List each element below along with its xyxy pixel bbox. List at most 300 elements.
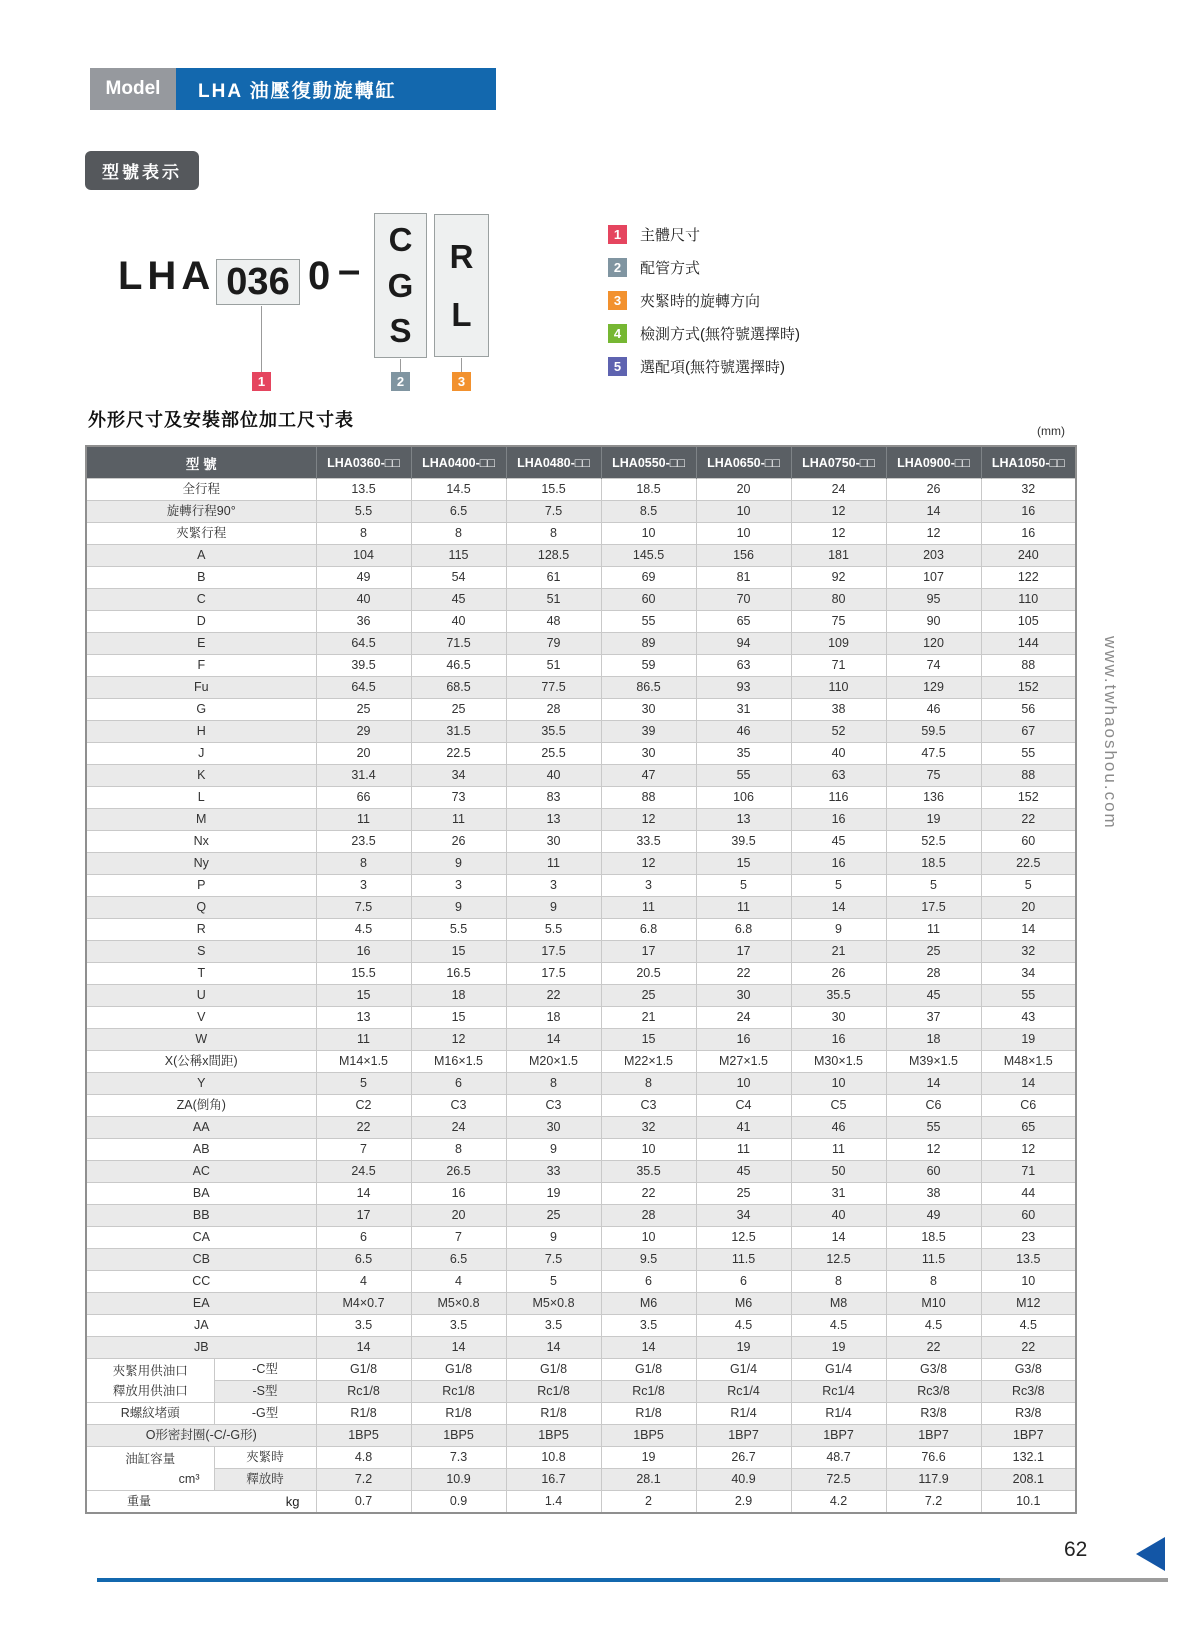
- row-label: D: [86, 611, 316, 633]
- value-cell: 19: [791, 1337, 886, 1359]
- value-cell: 41: [696, 1117, 791, 1139]
- table-header-row: [86, 446, 1076, 479]
- value-cell: 94: [696, 633, 791, 655]
- row-label: 全行程: [86, 479, 316, 501]
- row-group-label-line: 夾緊用供油口: [112, 1363, 188, 1378]
- row-label: BB: [86, 1205, 316, 1227]
- value-cell: 132.1: [981, 1447, 1076, 1469]
- value-cell: 25: [506, 1205, 601, 1227]
- value-cell: 67: [981, 721, 1076, 743]
- value-cell: Rc1/8: [411, 1381, 506, 1403]
- value-cell: 18.5: [886, 1227, 981, 1249]
- rotation-option-letter: R: [449, 237, 474, 275]
- value-cell: 73: [411, 787, 506, 809]
- legend-item-label: 檢測方式(無符號選擇時): [640, 325, 800, 343]
- value-cell: 1BP5: [601, 1425, 696, 1447]
- value-cell: 38: [791, 699, 886, 721]
- value-cell: 69: [601, 567, 696, 589]
- value-cell: C4: [696, 1095, 791, 1117]
- row-label: BA: [86, 1183, 316, 1205]
- value-cell: 11: [316, 1029, 411, 1051]
- value-cell: 15.5: [506, 479, 601, 501]
- value-cell: R1/4: [791, 1403, 886, 1425]
- value-cell: 7: [411, 1227, 506, 1249]
- value-cell: 109: [791, 633, 886, 655]
- value-cell: G3/8: [981, 1359, 1076, 1381]
- table-header-column: LHA1050-□□: [981, 446, 1076, 479]
- value-cell: 14: [981, 1073, 1076, 1095]
- value-cell: 110: [981, 589, 1076, 611]
- value-cell: 7: [316, 1139, 411, 1161]
- table-row: [86, 875, 1076, 897]
- value-cell: 14: [316, 1337, 411, 1359]
- value-cell: 14.5: [411, 479, 506, 501]
- value-cell: 46: [696, 721, 791, 743]
- value-cell: 181: [791, 545, 886, 567]
- row-label: O形密封圈(-C/-G形): [86, 1425, 316, 1447]
- value-cell: R1/8: [411, 1403, 506, 1425]
- value-cell: 50: [791, 1161, 886, 1183]
- value-cell: 11: [411, 809, 506, 831]
- row-label: T: [86, 963, 316, 985]
- value-cell: 7.5: [506, 1249, 601, 1271]
- table-header-column: LHA0650-□□: [696, 446, 791, 479]
- value-cell: 15: [696, 853, 791, 875]
- value-cell: 10.1: [981, 1491, 1076, 1514]
- value-cell: 136: [886, 787, 981, 809]
- value-cell: 46: [886, 699, 981, 721]
- value-cell: 2: [601, 1491, 696, 1514]
- value-cell: 59: [601, 655, 696, 677]
- table-row: [86, 1337, 1076, 1359]
- value-cell: 13: [316, 1007, 411, 1029]
- table-row: [86, 567, 1076, 589]
- value-cell: 90: [886, 611, 981, 633]
- value-cell: 10: [696, 1073, 791, 1095]
- row-label: S: [86, 941, 316, 963]
- value-cell: 88: [601, 787, 696, 809]
- legend-item: [608, 257, 800, 277]
- value-cell: 11: [696, 897, 791, 919]
- value-cell: R1/4: [696, 1403, 791, 1425]
- value-cell: 47: [601, 765, 696, 787]
- row-sublabel: 釋放時: [214, 1469, 316, 1491]
- value-cell: 104: [316, 545, 411, 567]
- value-cell: 4.5: [886, 1315, 981, 1337]
- table-header-model-label: 型 號: [86, 446, 316, 479]
- table-row: [86, 655, 1076, 677]
- value-cell: 11: [696, 1139, 791, 1161]
- value-cell: 15: [316, 985, 411, 1007]
- value-cell: 81: [696, 567, 791, 589]
- value-cell: 11: [316, 809, 411, 831]
- value-cell: 11.5: [696, 1249, 791, 1271]
- row-sublabel: 夾緊時: [214, 1447, 316, 1469]
- legend-number-badge: 5: [608, 357, 627, 376]
- value-cell: 5.5: [316, 501, 411, 523]
- value-cell: 46.5: [411, 655, 506, 677]
- value-cell: 12: [886, 523, 981, 545]
- value-cell: M30×1.5: [791, 1051, 886, 1073]
- table-row: [86, 1007, 1076, 1029]
- value-cell: 8: [886, 1271, 981, 1293]
- value-cell: 19: [506, 1183, 601, 1205]
- section-label-model-designation: 型號表示: [85, 151, 199, 190]
- value-cell: 88: [981, 655, 1076, 677]
- row-label: V: [86, 1007, 316, 1029]
- value-cell: 95: [886, 589, 981, 611]
- value-cell: Rc1/4: [696, 1381, 791, 1403]
- value-cell: 10: [696, 501, 791, 523]
- table-row: [86, 1447, 1076, 1469]
- value-cell: 145.5: [601, 545, 696, 567]
- legend-item: [608, 224, 800, 244]
- value-cell: M14×1.5: [316, 1051, 411, 1073]
- row-label: 旋轉行程90°: [86, 501, 316, 523]
- table-row: [86, 831, 1076, 853]
- value-cell: 16: [316, 941, 411, 963]
- value-cell: 34: [981, 963, 1076, 985]
- value-cell: 6.5: [411, 501, 506, 523]
- table-row: [86, 941, 1076, 963]
- value-cell: 16: [791, 1029, 886, 1051]
- row-label: J: [86, 743, 316, 765]
- value-cell: 40: [791, 1205, 886, 1227]
- table-header-column: LHA0750-□□: [791, 446, 886, 479]
- value-cell: 31: [696, 699, 791, 721]
- table-row: [86, 1051, 1076, 1073]
- model-code-trailing-digit: 0: [308, 254, 331, 298]
- value-cell: 63: [791, 765, 886, 787]
- callout-badge-3: 3: [452, 372, 471, 391]
- table-row: [86, 919, 1076, 941]
- value-cell: 32: [981, 479, 1076, 501]
- value-cell: 70: [696, 589, 791, 611]
- value-cell: 29: [316, 721, 411, 743]
- value-cell: R3/8: [981, 1403, 1076, 1425]
- value-cell: 1BP7: [696, 1425, 791, 1447]
- value-cell: 63: [696, 655, 791, 677]
- value-cell: 23: [981, 1227, 1076, 1249]
- row-label: JB: [86, 1337, 316, 1359]
- table-header-column: LHA0480-□□: [506, 446, 601, 479]
- table-row: [86, 633, 1076, 655]
- value-cell: M39×1.5: [886, 1051, 981, 1073]
- value-cell: 40: [506, 765, 601, 787]
- value-cell: 13.5: [981, 1249, 1076, 1271]
- value-cell: M4×0.7: [316, 1293, 411, 1315]
- row-label: B: [86, 567, 316, 589]
- row-group-label-line: 油缸容量: [125, 1451, 176, 1466]
- value-cell: 5: [316, 1073, 411, 1095]
- value-cell: G1/8: [506, 1359, 601, 1381]
- table-header-column: LHA0360-□□: [316, 446, 411, 479]
- value-cell: Rc3/8: [886, 1381, 981, 1403]
- row-group-unit: cm³: [178, 1471, 200, 1486]
- value-cell: 40: [316, 589, 411, 611]
- value-cell: 17: [696, 941, 791, 963]
- value-cell: 12: [601, 853, 696, 875]
- value-cell: 4.5: [791, 1315, 886, 1337]
- value-cell: 86.5: [601, 677, 696, 699]
- value-cell: 32: [601, 1117, 696, 1139]
- value-cell: 1BP7: [791, 1425, 886, 1447]
- value-cell: 7.2: [886, 1491, 981, 1514]
- value-cell: 11.5: [886, 1249, 981, 1271]
- value-cell: 83: [506, 787, 601, 809]
- value-cell: 18: [411, 985, 506, 1007]
- value-cell: 7.5: [506, 501, 601, 523]
- table-title: 外形尺寸及安裝部位加工尺寸表: [88, 410, 354, 430]
- value-cell: 38: [886, 1183, 981, 1205]
- value-cell: G1/8: [601, 1359, 696, 1381]
- value-cell: 65: [696, 611, 791, 633]
- value-cell: 16: [696, 1029, 791, 1051]
- value-cell: 18.5: [601, 479, 696, 501]
- value-cell: 10: [601, 1139, 696, 1161]
- value-cell: 20: [316, 743, 411, 765]
- value-cell: 25.5: [506, 743, 601, 765]
- value-cell: C2: [316, 1095, 411, 1117]
- value-cell: 1BP5: [411, 1425, 506, 1447]
- value-cell: 10: [981, 1271, 1076, 1293]
- row-label: M: [86, 809, 316, 831]
- table-row: [86, 523, 1076, 545]
- model-code-rotation-options-box: [434, 214, 489, 357]
- table-row: [86, 501, 1076, 523]
- value-cell: 129: [886, 677, 981, 699]
- table-row: [86, 1293, 1076, 1315]
- value-cell: 28: [886, 963, 981, 985]
- value-cell: 72.5: [791, 1469, 886, 1491]
- value-cell: 11: [506, 853, 601, 875]
- value-cell: 20: [981, 897, 1076, 919]
- value-cell: 14: [791, 897, 886, 919]
- table-row: [86, 1491, 1076, 1514]
- value-cell: M6: [601, 1293, 696, 1315]
- value-cell: 59.5: [886, 721, 981, 743]
- value-cell: 122: [981, 567, 1076, 589]
- value-cell: M5×0.8: [411, 1293, 506, 1315]
- row-sublabel: -S型: [214, 1381, 316, 1403]
- value-cell: 34: [411, 765, 506, 787]
- value-cell: 6.5: [316, 1249, 411, 1271]
- value-cell: 8: [601, 1073, 696, 1095]
- value-cell: M22×1.5: [601, 1051, 696, 1073]
- value-cell: M12: [981, 1293, 1076, 1315]
- value-cell: 65: [981, 1117, 1076, 1139]
- callout-badge-2: 2: [391, 372, 410, 391]
- value-cell: 8: [506, 1073, 601, 1095]
- value-cell: M5×0.8: [506, 1293, 601, 1315]
- value-cell: 18.5: [886, 853, 981, 875]
- value-cell: 52: [791, 721, 886, 743]
- table-row: [86, 589, 1076, 611]
- value-cell: 8: [506, 523, 601, 545]
- value-cell: 16: [411, 1183, 506, 1205]
- value-cell: 30: [506, 831, 601, 853]
- page-nav-triangle-icon: [1136, 1537, 1165, 1571]
- row-group-label: [86, 1447, 214, 1491]
- value-cell: 11: [601, 897, 696, 919]
- legend-item: [608, 290, 800, 310]
- value-cell: 61: [506, 567, 601, 589]
- callout-badge-1: 1: [252, 372, 271, 391]
- callout-connector-line: [261, 306, 262, 372]
- value-cell: 1.4: [506, 1491, 601, 1514]
- value-cell: 4: [316, 1271, 411, 1293]
- value-cell: 22.5: [981, 853, 1076, 875]
- value-cell: 18: [506, 1007, 601, 1029]
- value-cell: 106: [696, 787, 791, 809]
- value-cell: 20: [411, 1205, 506, 1227]
- value-cell: 3: [411, 875, 506, 897]
- value-cell: 39.5: [696, 831, 791, 853]
- value-cell: 10.9: [411, 1469, 506, 1491]
- value-cell: 6.8: [696, 919, 791, 941]
- value-cell: 5.5: [506, 919, 601, 941]
- row-sublabel: -G型: [214, 1403, 316, 1425]
- row-unit-text: kg: [285, 1494, 300, 1509]
- value-cell: 15: [411, 1007, 506, 1029]
- row-label: JA: [86, 1315, 316, 1337]
- value-cell: 12: [791, 523, 886, 545]
- value-cell: 7.2: [316, 1469, 411, 1491]
- value-cell: 6: [316, 1227, 411, 1249]
- row-label: AA: [86, 1117, 316, 1139]
- value-cell: 12: [791, 501, 886, 523]
- value-cell: 6: [411, 1073, 506, 1095]
- value-cell: 31: [791, 1183, 886, 1205]
- row-label: CB: [86, 1249, 316, 1271]
- value-cell: 19: [981, 1029, 1076, 1051]
- value-cell: M48×1.5: [981, 1051, 1076, 1073]
- value-cell: M27×1.5: [696, 1051, 791, 1073]
- row-label: G: [86, 699, 316, 721]
- value-cell: 26: [791, 963, 886, 985]
- value-cell: 48: [506, 611, 601, 633]
- row-label: Q: [86, 897, 316, 919]
- value-cell: 152: [981, 787, 1076, 809]
- table-row: [86, 1139, 1076, 1161]
- row-label: Nx: [86, 831, 316, 853]
- row-label: K: [86, 765, 316, 787]
- value-cell: C3: [411, 1095, 506, 1117]
- value-cell: R1/8: [601, 1403, 696, 1425]
- value-cell: 51: [506, 589, 601, 611]
- value-cell: 43: [981, 1007, 1076, 1029]
- value-cell: 55: [601, 611, 696, 633]
- table-row: [86, 1029, 1076, 1051]
- value-cell: 2.9: [696, 1491, 791, 1514]
- table-row: [86, 985, 1076, 1007]
- value-cell: 12: [981, 1139, 1076, 1161]
- table-row: [86, 721, 1076, 743]
- value-cell: 14: [316, 1183, 411, 1205]
- value-cell: 4: [411, 1271, 506, 1293]
- value-cell: 75: [791, 611, 886, 633]
- value-cell: 10: [601, 1227, 696, 1249]
- value-cell: 20: [696, 479, 791, 501]
- value-cell: 21: [601, 1007, 696, 1029]
- value-cell: Rc1/8: [316, 1381, 411, 1403]
- value-cell: 71: [791, 655, 886, 677]
- row-label: C: [86, 589, 316, 611]
- value-cell: 9: [791, 919, 886, 941]
- value-cell: 28: [506, 699, 601, 721]
- legend-item-label: 選配項(無符號選擇時): [640, 358, 785, 376]
- value-cell: 60: [981, 831, 1076, 853]
- footer-rule-gray: [1000, 1578, 1168, 1582]
- value-cell: 22: [506, 985, 601, 1007]
- value-cell: 17.5: [506, 963, 601, 985]
- piping-option-letter: S: [389, 311, 412, 349]
- value-cell: 22: [981, 809, 1076, 831]
- value-cell: 25: [411, 699, 506, 721]
- value-cell: 60: [601, 589, 696, 611]
- table-row: [86, 787, 1076, 809]
- legend-number-badge: 1: [608, 225, 627, 244]
- value-cell: 5: [696, 875, 791, 897]
- value-cell: 19: [886, 809, 981, 831]
- value-cell: 3.5: [601, 1315, 696, 1337]
- value-cell: 76.6: [886, 1447, 981, 1469]
- value-cell: 9: [411, 853, 506, 875]
- value-cell: 74: [886, 655, 981, 677]
- dimension-table: [85, 445, 1077, 1514]
- value-cell: 31.5: [411, 721, 506, 743]
- website-watermark: www.twhaoshou.com: [1101, 636, 1120, 830]
- value-cell: 40: [411, 611, 506, 633]
- value-cell: 4.8: [316, 1447, 411, 1469]
- value-cell: 14: [981, 919, 1076, 941]
- table-row: [86, 743, 1076, 765]
- value-cell: 55: [886, 1117, 981, 1139]
- value-cell: 120: [886, 633, 981, 655]
- table-row: [86, 1249, 1076, 1271]
- value-cell: 17.5: [506, 941, 601, 963]
- value-cell: C3: [506, 1095, 601, 1117]
- value-cell: 80: [791, 589, 886, 611]
- value-cell: 35.5: [791, 985, 886, 1007]
- value-cell: 26.5: [411, 1161, 506, 1183]
- row-label: X(公稱x間距): [86, 1051, 316, 1073]
- value-cell: 20.5: [601, 963, 696, 985]
- legend-number-badge: 4: [608, 324, 627, 343]
- table-row: [86, 1073, 1076, 1095]
- value-cell: 35.5: [601, 1161, 696, 1183]
- table-row: [86, 611, 1076, 633]
- value-cell: 26.7: [696, 1447, 791, 1469]
- row-label: ZA(倒角): [86, 1095, 316, 1117]
- table-row: [86, 1271, 1076, 1293]
- callout-connector-line: [400, 359, 401, 372]
- value-cell: 16: [791, 853, 886, 875]
- value-cell: 52.5: [886, 831, 981, 853]
- value-cell: 47.5: [886, 743, 981, 765]
- value-cell: 115: [411, 545, 506, 567]
- value-cell: 17: [601, 941, 696, 963]
- value-cell: 44: [981, 1183, 1076, 1205]
- model-code-prefix: LHA: [118, 254, 216, 298]
- value-cell: 49: [886, 1205, 981, 1227]
- value-cell: 93: [696, 677, 791, 699]
- legend-item-label: 主體尺寸: [640, 226, 701, 244]
- value-cell: G1/8: [411, 1359, 506, 1381]
- value-cell: 8: [791, 1271, 886, 1293]
- value-cell: 12: [601, 809, 696, 831]
- value-cell: 55: [981, 743, 1076, 765]
